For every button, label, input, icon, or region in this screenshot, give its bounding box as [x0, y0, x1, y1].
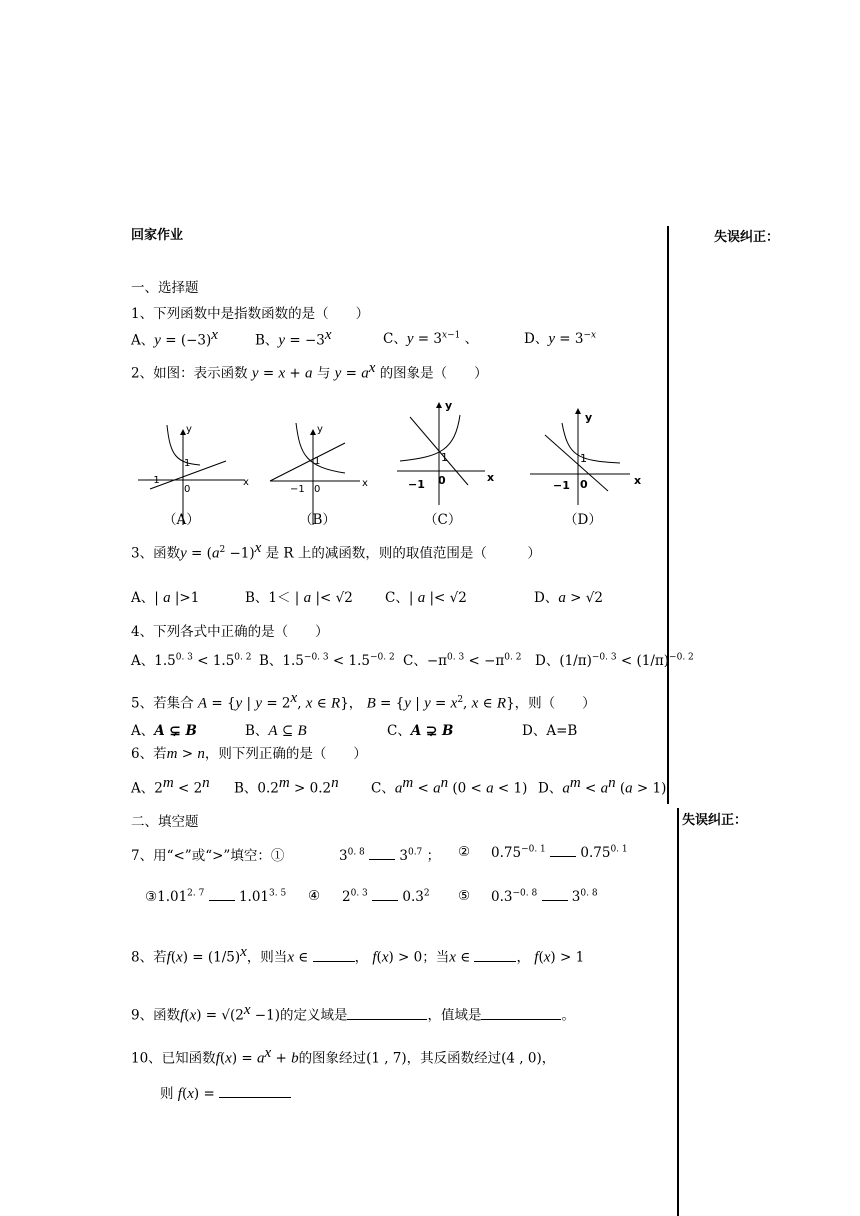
q10-line2: 则 f(x) =	[160, 1082, 291, 1103]
svg-text:−1: −1	[553, 479, 570, 492]
q6-stem: 6、若m > n，则下列正确的是（ ）	[131, 746, 367, 762]
graph-label-d: （D）	[564, 512, 602, 528]
svg-text:x: x	[487, 471, 495, 484]
q4-options: A、$1.5^{0. 3} < 1.5^{0. 2}$ B、$1.5^{-0. 3} < 1.5^{-0. 2}$ C、$-\pi^{0. 3} < -\pi^{0. 2}$ D、$(1/\pi)^{-0. 3} < (1/\pi)^{-0. 2}$	[131, 652, 694, 669]
q5-stem: 5、若集合 A = {y | $y = 2^x$, x ∈ R}， B = {y | $y = x^2$, x ∈ R}，则（ ）	[131, 690, 596, 712]
svg-text:0: 0	[438, 474, 446, 487]
svg-text:1: 1	[184, 458, 191, 469]
q9-line: 9、函数$f(x) = √(2^x -1)$的定义域是 ，值域是 。	[131, 1002, 575, 1024]
svg-text:−1: −1	[408, 478, 425, 491]
svg-text:x: x	[243, 477, 249, 488]
svg-text:x: x	[634, 474, 642, 487]
q2-stem: 2、如图：表示函数 y = x + a 与 $y = a^x$ 的图象是（ ）	[131, 360, 488, 382]
graph-label-b: （B）	[299, 512, 336, 528]
q7-line2: $③1.01^{2. 7}$ $1.01^{3. 5}$ ④ $2^{0. 3}$ $0.3^2$ ⑤ $0.3^{-0. 8}$ $3^{0. 8}$	[145, 888, 598, 905]
svg-text:0: 0	[184, 484, 191, 495]
q6-options: A、$2^m < 2^n$ B、$0.2^m > 0.2^n$ C、$a^m < a^n$ (0 < a < 1) D、$a^m < a^n$ (a > 1)	[131, 775, 667, 797]
svg-text:1: 1	[441, 451, 448, 464]
graph-label-a: （A）	[163, 512, 200, 528]
correction-label-1: 失误纠正：	[714, 230, 780, 245]
q4-stem: 4、下列各式中正确的是（ ）	[131, 624, 329, 640]
homework-title: 回家作业	[131, 228, 184, 243]
q7-line1: 7、用“<”或“>”填空：① $3^{0. 8}$ $3^{0.7}$ ； ② $0.75^{-0. 1}$ $0.75^{0. 1}$	[131, 844, 628, 864]
svg-text:−1: −1	[290, 484, 305, 495]
graph-label-c: （C）	[424, 512, 462, 528]
q8-line: 8、若$f(x) = (1/5)^x$，则当x ∈ ， f(x) > 0；当x ∈ ， f(x) > 1	[131, 944, 585, 966]
svg-text:1: 1	[314, 456, 321, 467]
section-fill: 二、填空题	[131, 814, 199, 830]
q10-line1: 10、已知函数$f(x) = a^x + b$的图象经过(1 , 7)，其反函数经过(4 , 0)，	[131, 1045, 556, 1067]
q3-options: A、| a |>1 B、1＜ | a |< √2 C、| a |< √2 D、a > √2	[131, 590, 603, 606]
svg-text:y: y	[186, 424, 192, 435]
svg-text:−1: −1	[145, 475, 160, 486]
q1-options: A、$y = (-3)^x$ B、$y = -3^x$ C、$y = 3^{x-1}$ 、 D、$y = 3^{-x}$	[131, 327, 597, 349]
svg-text:0: 0	[580, 478, 588, 491]
svg-text:0: 0	[314, 484, 321, 495]
svg-text:y: y	[445, 399, 453, 412]
margin-divider-bottom	[677, 808, 679, 1216]
q5-options: A、A ⊊ B B、A ⊆ B C、A ⊋ B D、A=B	[131, 723, 578, 739]
svg-text:x: x	[362, 478, 368, 489]
section-choice: 一、选择题	[131, 280, 199, 296]
correction-label-2: 失误纠正：	[682, 813, 748, 828]
q1-stem: 1、下列函数中是指数函数的是（ ）	[131, 306, 370, 322]
svg-text:1: 1	[580, 452, 587, 465]
q3-stem: 3、函数$y = (a^2 -1)^x$ 是 R 上的减函数，则的取值范围是（ ）	[131, 540, 541, 562]
svg-text:y: y	[585, 411, 593, 424]
svg-text:y: y	[317, 424, 323, 435]
